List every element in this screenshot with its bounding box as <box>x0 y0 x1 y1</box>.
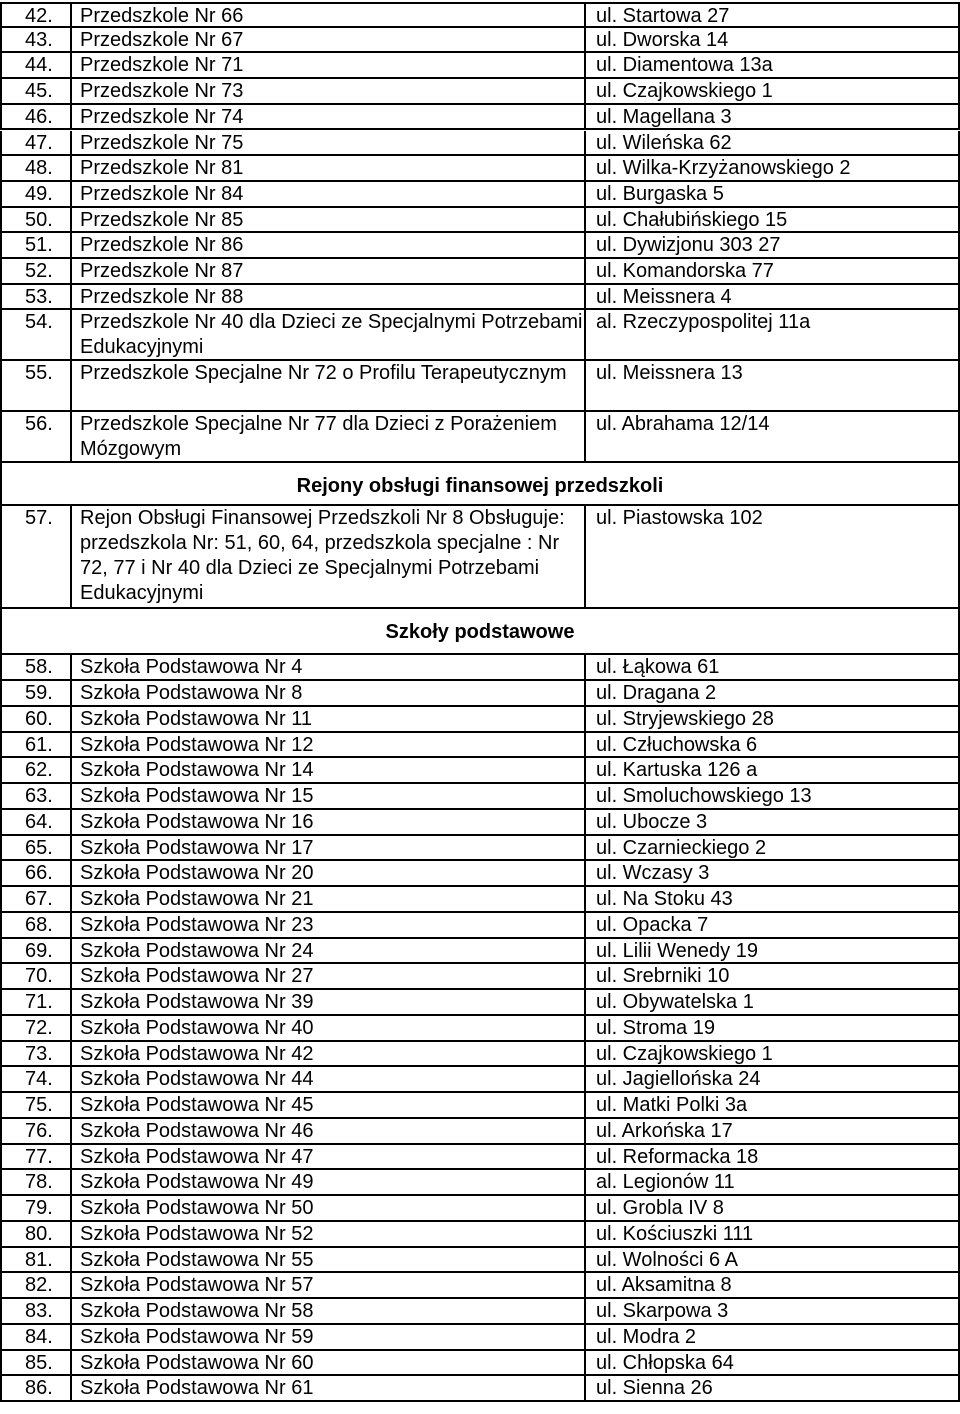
table-row <box>0 1351 960 1377</box>
institution-name: Przedszkole Specjalne Nr 77 dla Dzieci z Porażeniem Mózgowym <box>70 412 584 461</box>
table-row <box>0 1016 960 1042</box>
institution-address: ul. Czajkowskiego 1 <box>584 79 960 103</box>
table-row <box>0 1119 960 1145</box>
row-number: 57. <box>0 506 70 607</box>
table-row <box>0 681 960 707</box>
institution-name: Szkoła Podstawowa Nr 21 <box>70 887 584 911</box>
table-row <box>0 1376 960 1402</box>
institution-name: Szkoła Podstawowa Nr 11 <box>70 707 584 731</box>
row-number: 83. <box>0 1299 70 1323</box>
row-number: 78. <box>0 1170 70 1194</box>
institution-name: Szkoła Podstawowa Nr 58 <box>70 1299 584 1323</box>
row-number: 52. <box>0 259 70 283</box>
table-row <box>0 1273 960 1299</box>
institution-address: al. Rzeczypospolitej 11a <box>584 310 960 359</box>
row-number: 67. <box>0 887 70 911</box>
row-number: 59. <box>0 681 70 705</box>
row-number: 48. <box>0 156 70 180</box>
table-row <box>0 1248 960 1274</box>
institution-name: Przedszkole Nr 67 <box>70 28 584 52</box>
table-row <box>0 1093 960 1119</box>
institution-name: Szkoła Podstawowa Nr 46 <box>70 1119 584 1143</box>
row-number: 46. <box>0 105 70 129</box>
row-number: 42. <box>0 4 70 26</box>
institution-name: Szkoła Podstawowa Nr 50 <box>70 1196 584 1220</box>
row-number: 79. <box>0 1196 70 1220</box>
institution-address: ul. Smoluchowskiego 13 <box>584 784 960 808</box>
institution-name: Szkoła Podstawowa Nr 44 <box>70 1067 584 1091</box>
table-row <box>0 361 960 412</box>
row-number: 65. <box>0 836 70 860</box>
table-row <box>0 990 960 1016</box>
row-number: 49. <box>0 182 70 206</box>
institution-address: ul. Magellana 3 <box>584 105 960 129</box>
table-row <box>0 861 960 887</box>
institution-name: Szkoła Podstawowa Nr 15 <box>70 784 584 808</box>
institution-name: Przedszkole Nr 85 <box>70 208 584 232</box>
row-number: 70. <box>0 964 70 988</box>
institution-name: Szkoła Podstawowa Nr 57 <box>70 1273 584 1297</box>
institution-name: Szkoła Podstawowa Nr 40 <box>70 1016 584 1040</box>
institution-address: al. Legionów 11 <box>584 1170 960 1194</box>
institution-address: ul. Sienna 26 <box>584 1376 960 1400</box>
institution-address: ul. Dragana 2 <box>584 681 960 705</box>
institution-name: Szkoła Podstawowa Nr 39 <box>70 990 584 1014</box>
row-number: 76. <box>0 1119 70 1143</box>
row-number: 72. <box>0 1016 70 1040</box>
institution-address: ul. Modra 2 <box>584 1325 960 1349</box>
row-number: 54. <box>0 310 70 359</box>
table-row <box>0 1145 960 1171</box>
institution-name: Przedszkole Nr 66 <box>70 4 584 26</box>
institution-address: ul. Abrahama 12/14 <box>584 412 960 461</box>
institution-address: ul. Komandorska 77 <box>584 259 960 283</box>
institution-address: ul. Na Stoku 43 <box>584 887 960 911</box>
institution-name: Przedszkole Nr 40 dla Dzieci ze Specjalnymi Potrzebami Edukacyjnymi <box>70 310 584 359</box>
table-row <box>0 707 960 733</box>
institution-name: Przedszkole Nr 86 <box>70 233 584 257</box>
institution-address: ul. Wilka-Krzyżanowskiego 2 <box>584 156 960 180</box>
institution-name: Przedszkole Nr 87 <box>70 259 584 283</box>
institution-name: Szkoła Podstawowa Nr 61 <box>70 1376 584 1400</box>
institution-name: Szkoła Podstawowa Nr 42 <box>70 1042 584 1066</box>
row-number: 55. <box>0 361 70 410</box>
institution-address: ul. Burgaska 5 <box>584 182 960 206</box>
institution-address: ul. Obywatelska 1 <box>584 990 960 1014</box>
table-row <box>0 1170 960 1196</box>
row-number: 75. <box>0 1093 70 1117</box>
institution-name: Szkoła Podstawowa Nr 20 <box>70 861 584 885</box>
institution-name: Przedszkole Nr 73 <box>70 79 584 103</box>
institution-address: ul. Diamentowa 13a <box>584 53 960 77</box>
institution-address: ul. Czarnieckiego 2 <box>584 836 960 860</box>
institution-name: Przedszkole Nr 88 <box>70 285 584 309</box>
section-heading: Szkoły podstawowe <box>0 609 960 655</box>
row-number: 53. <box>0 285 70 309</box>
institution-name: Szkoła Podstawowa Nr 27 <box>70 964 584 988</box>
institution-address: ul. Piastowska 102 <box>584 506 960 607</box>
institution-address: ul. Kartuska 126 a <box>584 758 960 782</box>
table-row <box>0 1299 960 1325</box>
institution-address: ul. Kościuszki 111 <box>584 1222 960 1246</box>
table-row <box>0 412 960 463</box>
table-row <box>0 131 960 157</box>
institution-address: ul. Wileńska 62 <box>584 131 960 155</box>
institution-address: ul. Chałubińskiego 15 <box>584 208 960 232</box>
institution-name: Szkoła Podstawowa Nr 55 <box>70 1248 584 1272</box>
table-row <box>0 758 960 784</box>
institution-name: Szkoła Podstawowa Nr 59 <box>70 1325 584 1349</box>
row-number: 61. <box>0 733 70 757</box>
institution-address: ul. Łąkowa 61 <box>584 655 960 679</box>
institution-name: Szkoła Podstawowa Nr 24 <box>70 939 584 963</box>
institution-name: Szkoła Podstawowa Nr 47 <box>70 1145 584 1169</box>
institution-name: Szkoła Podstawowa Nr 16 <box>70 810 584 834</box>
table-row <box>0 1196 960 1222</box>
row-number: 56. <box>0 412 70 461</box>
row-number: 64. <box>0 810 70 834</box>
table-row <box>0 1067 960 1093</box>
table-row <box>0 810 960 836</box>
institution-address: ul. Meissnera 4 <box>584 285 960 309</box>
row-number: 80. <box>0 1222 70 1246</box>
table-row <box>0 964 960 990</box>
row-number: 43. <box>0 28 70 52</box>
institution-address: ul. Dworska 14 <box>584 28 960 52</box>
institution-name: Przedszkole Specjalne Nr 72 o Profilu Terapeutycznym <box>70 361 584 410</box>
table-row <box>0 79 960 105</box>
institution-address: ul. Wczasy 3 <box>584 861 960 885</box>
row-number: 81. <box>0 1248 70 1272</box>
section-heading: Rejony obsługi finansowej przedszkoli <box>0 463 960 506</box>
institution-address: ul. Chłopska 64 <box>584 1351 960 1375</box>
table-row <box>0 233 960 259</box>
institution-address: ul. Skarpowa 3 <box>584 1299 960 1323</box>
institution-address: ul. Startowa 27 <box>584 4 960 26</box>
row-number: 47. <box>0 131 70 155</box>
institution-name: Szkoła Podstawowa Nr 45 <box>70 1093 584 1117</box>
row-number: 85. <box>0 1351 70 1375</box>
institution-address: ul. Stryjewskiego 28 <box>584 707 960 731</box>
row-number: 71. <box>0 990 70 1014</box>
institution-name: Szkoła Podstawowa Nr 52 <box>70 1222 584 1246</box>
institution-address: ul. Jagiellońska 24 <box>584 1067 960 1091</box>
institution-name: Szkoła Podstawowa Nr 14 <box>70 758 584 782</box>
row-number: 73. <box>0 1042 70 1066</box>
institution-name: Przedszkole Nr 75 <box>70 131 584 155</box>
institution-name: Przedszkole Nr 71 <box>70 53 584 77</box>
institution-address: ul. Aksamitna 8 <box>584 1273 960 1297</box>
institution-name: Przedszkole Nr 74 <box>70 105 584 129</box>
institution-address: ul. Lilii Wenedy 19 <box>584 939 960 963</box>
institution-address: ul. Grobla IV 8 <box>584 1196 960 1220</box>
institution-address: ul. Dywizjonu 303 27 <box>584 233 960 257</box>
table-row <box>0 1042 960 1068</box>
row-number: 50. <box>0 208 70 232</box>
table-row <box>0 310 960 361</box>
row-number: 58. <box>0 655 70 679</box>
table-row <box>0 208 960 234</box>
institution-name: Przedszkole Nr 84 <box>70 182 584 206</box>
institution-name: Szkoła Podstawowa Nr 8 <box>70 681 584 705</box>
table-row <box>0 105 960 131</box>
table-row <box>0 2 960 28</box>
row-number: 44. <box>0 53 70 77</box>
table-row <box>0 836 960 862</box>
institution-address: ul. Srebrniki 10 <box>584 964 960 988</box>
row-number: 45. <box>0 79 70 103</box>
institution-name: Przedszkole Nr 81 <box>70 156 584 180</box>
institution-name: Szkoła Podstawowa Nr 12 <box>70 733 584 757</box>
row-number: 84. <box>0 1325 70 1349</box>
table-row <box>0 28 960 54</box>
table-row <box>0 733 960 759</box>
table-row <box>0 53 960 79</box>
table-row <box>0 887 960 913</box>
institution-address: ul. Człuchowska 6 <box>584 733 960 757</box>
institution-name: Szkoła Podstawowa Nr 17 <box>70 836 584 860</box>
row-number: 66. <box>0 861 70 885</box>
row-number: 51. <box>0 233 70 257</box>
row-number: 86. <box>0 1376 70 1400</box>
institution-address: ul. Ubocze 3 <box>584 810 960 834</box>
row-number: 69. <box>0 939 70 963</box>
row-number: 60. <box>0 707 70 731</box>
table-row <box>0 285 960 311</box>
table-row <box>0 1325 960 1351</box>
table-row <box>0 655 960 681</box>
row-number: 68. <box>0 913 70 937</box>
table-row <box>0 506 960 609</box>
institution-name: Szkoła Podstawowa Nr 4 <box>70 655 584 679</box>
table-row <box>0 182 960 208</box>
row-number: 62. <box>0 758 70 782</box>
table-row <box>0 784 960 810</box>
institution-address: ul. Arkońska 17 <box>584 1119 960 1143</box>
row-number: 74. <box>0 1067 70 1091</box>
institution-address: ul. Meissnera 13 <box>584 361 960 410</box>
table-row <box>0 1222 960 1248</box>
row-number: 77. <box>0 1145 70 1169</box>
institution-name: Szkoła Podstawowa Nr 23 <box>70 913 584 937</box>
table-row <box>0 259 960 285</box>
institution-address: ul. Opacka 7 <box>584 913 960 937</box>
table-row <box>0 156 960 182</box>
table-row <box>0 913 960 939</box>
institution-address: ul. Reformacka 18 <box>584 1145 960 1169</box>
institution-address: ul. Wolności 6 A <box>584 1248 960 1272</box>
row-number: 82. <box>0 1273 70 1297</box>
institution-name: Szkoła Podstawowa Nr 49 <box>70 1170 584 1194</box>
institution-name: Rejon Obsługi Finansowej Przedszkoli Nr 8 Obsługuje: przedszkola Nr: 51, 60, 64, przedszkola specjalne : Nr 72, 77 i Nr 40 dla Dzieci ze Specjalnymi Potrzebami Edukacyjnymi <box>70 506 584 607</box>
institution-name: Szkoła Podstawowa Nr 60 <box>70 1351 584 1375</box>
institution-address: ul. Stroma 19 <box>584 1016 960 1040</box>
table-row <box>0 939 960 965</box>
row-number: 63. <box>0 784 70 808</box>
institution-address: ul. Matki Polki 3a <box>584 1093 960 1117</box>
institution-address: ul. Czajkowskiego 1 <box>584 1042 960 1066</box>
